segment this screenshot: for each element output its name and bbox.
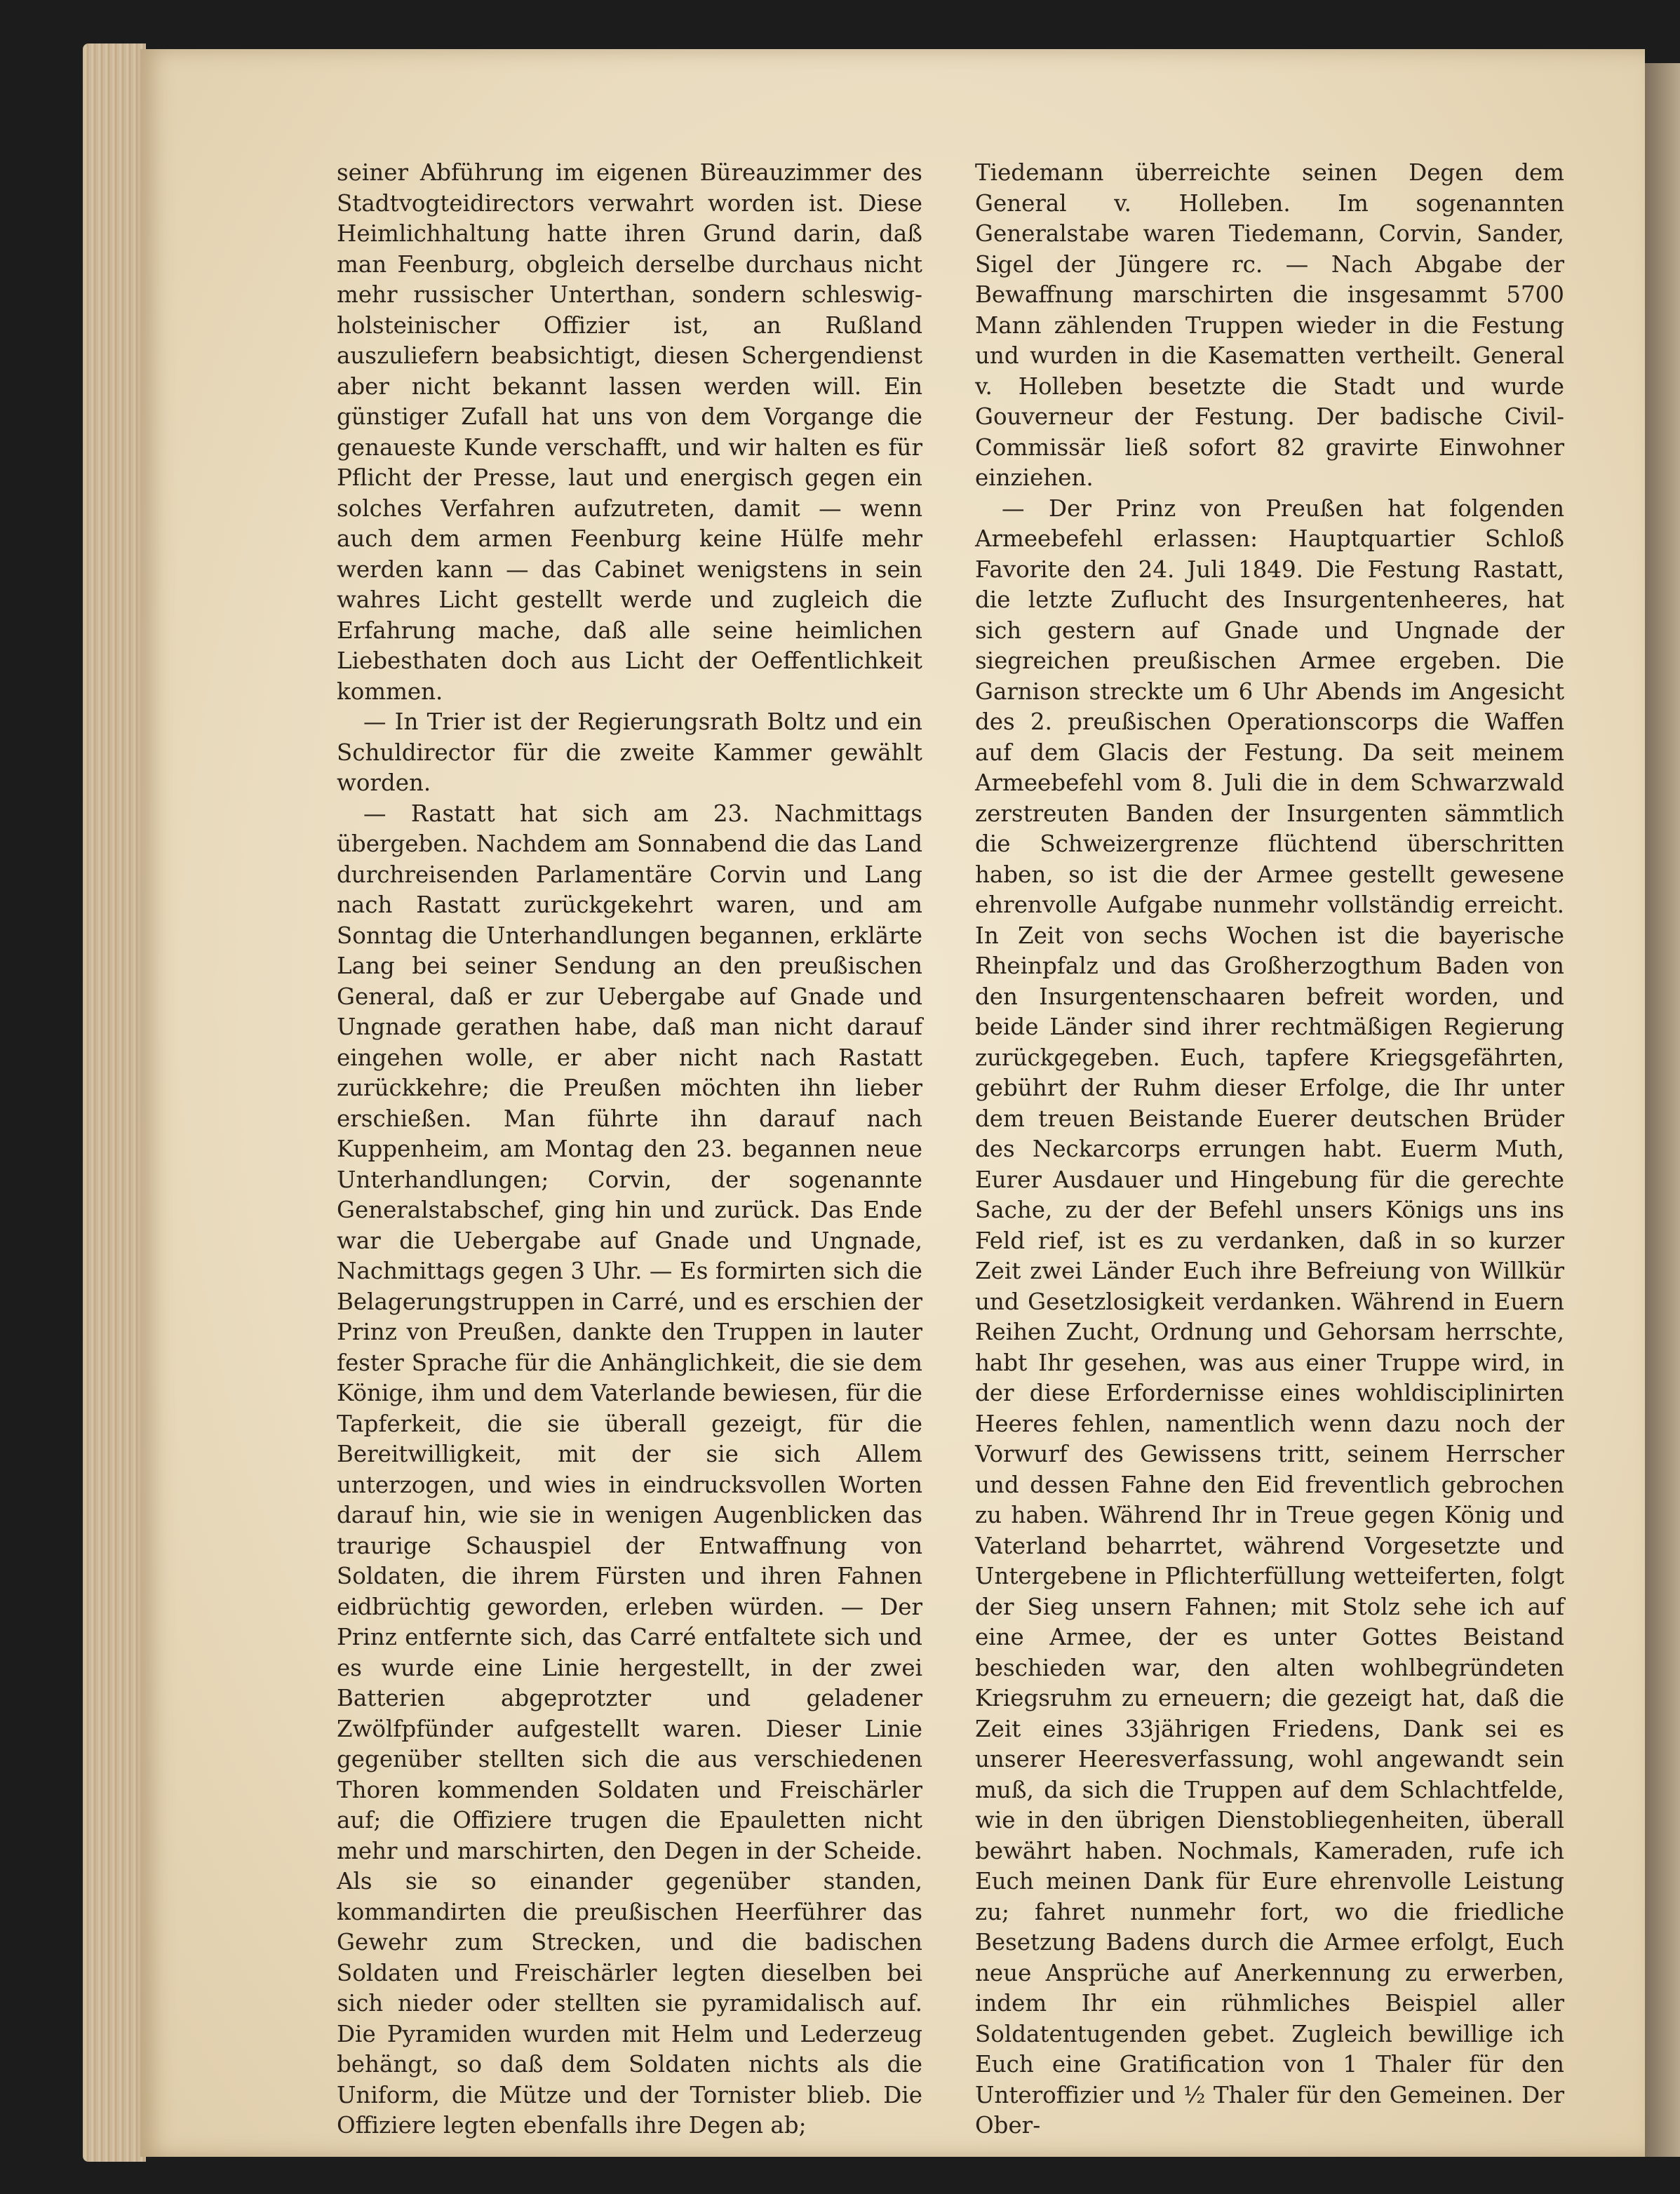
paragraph: — In Trier ist der Regierungsrath Boltz und ein Schuldirector für die zweite Kammer gewählt worden.	[337, 708, 922, 796]
paragraph: — Rastatt hat sich am 23. Nachmittags übergeben. Nachdem am Sonnabend die das Land durchreisenden Parlamentäre Corvin und Lang nach Rastatt zurückgekehrt waren, und am Sonntag die Unterhandlungen begannen, erklärte Lang bei seiner Sendung an den preußischen General, daß er zur Uebergabe auf Gnade und Ungnade gerathen habe, daß man nicht darauf eingehen wolle, er aber nicht nach Rastatt zurückkehre; die Preußen möchten ihn lieber erschießen. Man führte ihn darauf nach Kuppenheim, am Montag den 23. begannen neue Unterhandlungen; Corvin, der sogenannte Generalstabschef, ging hin und zurück. Das Ende war die Uebergabe auf Gnade und Ungnade, Nachmittags gegen 3 Uhr. — Es formirten sich die Belagerungstruppen in Carré, und es erschien der Prinz von Preußen, dankte den Truppen in lauter fester Sprache für die Anhänglichkeit, die sie dem Könige, ihm und dem Vaterlande bewiesen, für die Tapferkeit, die sie überall gezeigt, für die Bereitwilligkeit, mit der sie sich Allem unterzogen, und wies in eindrucksvollen Worten darauf hin, wie sie in wenigen Augenblicken das traurige Schauspiel der Entwaffnung von Soldaten, die ihrem Fürsten und ihren Fahnen eidbrüchtig geworden, erleben würden. — Der Prinz entfernte sich, das Carré entfaltete sich und es wurde eine Linie hergestellt, in der zwei Batterien abgeprotzter und geladener Zwölfpfünder aufgestellt waren. Dieser Linie gegenüber stellten sich die aus verschiedenen Thoren kommenden Soldaten und Freischärler auf; die Offiziere trugen die Epauletten nicht mehr und marschirten, den Degen in der Scheide. Als sie so einander gegenüber standen, kommandirten die preußischen Heerführer das Gewehr zum Strecken, und die badischen Soldaten und Freischärler legten dieselben bei sich nieder oder stellten sie pyramidalisch auf. Die Pyramiden wurden mit Helm und Lederzeug behängt, so daß dem Soldaten nichts als die Uniform, die Mütze und der Tornister blieb. Die Offiziere legten ebenfalls ihre Degen ab;	[337, 800, 922, 2139]
right-text-column	[975, 158, 1564, 2139]
paragraph: seiner Abführung im eigenen Büreauzimmer des Stadtvogteidirectors verwahrt worden ist. Diese Heimlichhaltung hatte ihren Grund darin, daß man Feenburg, obgleich derselbe durchaus nicht mehr russischer Unterthan, sondern schleswig-holsteinischer Offizier ist, an Rußland auszuliefern beabsichtigt, diesen Schergendienst aber nicht bekannt lassen werden will. Ein günstiger Zufall hat uns von dem Vorgange die genaueste Kunde verschafft, und wir halten es für Pflicht der Presse, laut und energisch gegen ein solches Verfahren aufzutreten, damit — wenn auch dem armen Feenburg keine Hülfe mehr werden kann — das Cabinet wenigstens in sein wahres Licht gestellt werde und zugleich die Erfahrung mache, daß alle seine heimlichen Liebesthaten doch aus Licht der Oeffentlichkeit kommen.	[337, 159, 922, 705]
book-page-edges	[83, 43, 146, 2162]
left-text-column	[337, 158, 922, 2139]
paragraph: Tiedemann überreichte seinen Degen dem General v. Holleben. Im sogenannten Generalstabe waren Tiedemann, Corvin, Sander, Sigel der Jüngere rc. — Nach Abgabe der Bewaffnung marschirten die insgesammt 5700 Mann zählenden Truppen wieder in die Festung und wurden in die Kasematten vertheilt. General v. Holleben besetzte die Stadt und wurde Gouverneur der Festung. Der badische Civil-Commissär ließ sofort 82 gravirte Einwohner einziehen.	[975, 159, 1564, 491]
paragraph: — Der Prinz von Preußen hat folgenden Armeebefehl erlassen: Hauptquartier Schloß Favorite den 24. Juli 1849. Die Festung Rastatt, die letzte Zuflucht des Insurgentenheeres, hat sich gestern auf Gnade und Ungnade der siegreichen preußischen Armee ergeben. Die Garnison streckte um 6 Uhr Abends im Angesicht des 2. preußischen Operationscorps die Waffen auf dem Glacis der Festung. Da seit meinem Armeebefehl vom 8. Juli die in dem Schwarzwald zerstreuten Banden der Insurgenten sämmtlich die Schweizergrenze flüchtend überschritten haben, so ist die der Armee gestellt gewesene ehrenvolle Aufgabe nunmehr vollständig erreicht. In Zeit von sechs Wochen ist die bayerische Rheinpfalz und das Großherzogthum Baden von den Insurgentenschaaren befreit worden, und beide Länder sind ihrer rechtmäßigen Regierung zurückgegeben. Euch, tapfere Kriegsgefährten, gebührt der Ruhm dieser Erfolge, die Ihr unter dem treuen Beistande Euerer deutschen Brüder des Neckarcorps errungen habt. Euerm Muth, Eurer Ausdauer und Hingebung für die gerechte Sache, zu der der Befehl unsers Königs uns ins Feld rief, ist es zu verdanken, daß in so kurzer Zeit zwei Länder Euch ihre Befreiung von Willkür und Gesetzlosigkeit verdanken. Während in Euern Reihen Zucht, Ordnung und Gehorsam herrschte, habt Ihr gesehen, was aus einer Truppe wird, in der diese Erfordernisse eines wohldisciplinirten Heeres fehlen, namentlich wenn dazu noch der Vorwurf des Gewissens tritt, seinem Herrscher und dessen Fahne den Eid freventlich gebrochen zu haben. Während Ihr in Treue gegen König und Vaterland beharrtet, während Vorgesetzte und Untergebene in Pflichterfüllung wetteiferten, folgt der Sieg unsern Fahnen; mit Stolz sehe ich auf eine Armee, der es unter Gottes Beistand beschieden war, den alten wohlbegründeten Kriegsruhm zu erneuern; die gezeigt hat, daß die Zeit eines 33jährigen Friedens, Dank sei es unserer Heeresverfassung, wohl angewandt sein muß, da sich die Truppen auf dem Schlachtfelde, wie in den übrigen Dienstobliegenheiten, überall bewährt haben. Nochmals, Kameraden, rufe ich Euch meinen Dank für Eure ehrenvolle Leistung zu; fahret nunmehr fort, wo die friedliche Besetzung Badens durch die Armee erfolgt, Euch neue Ansprüche auf Anerkennung zu erwerben, indem Ihr ein rühmliches Beispiel aller Soldatentugenden gebet. Zugleich bewillige ich Euch eine Gratification von 1 Thaler für den Unteroffizier und ½ Thaler für den Gemeinen. Der Ober-	[975, 494, 1564, 2139]
facing-page-edge	[1645, 63, 1680, 2157]
